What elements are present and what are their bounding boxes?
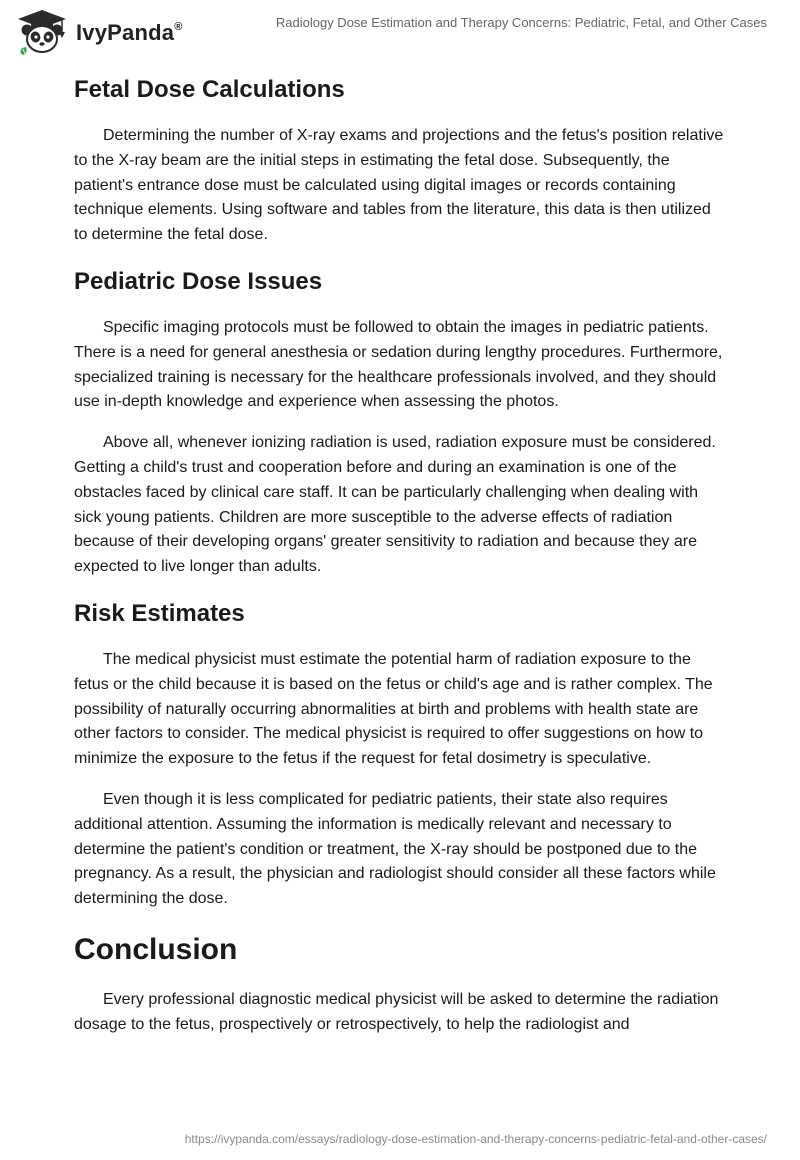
document-title: Radiology Dose Estimation and Therapy Concerns: Pediatric, Fetal, and Other Cases — [275, 15, 767, 30]
ivypanda-logo[interactable] — [14, 8, 183, 56]
page-header — [0, 0, 800, 60]
paragraph: Above all, whenever ionizing radiation is used, radiation exposure must be considered. Getting a child's trust and cooperation before and during an examination is one of the obstacles faced by clinical care staff. It can be particularly challenging when dealing with sick young patients. Children are more susceptible to the adverse effects of radiation because of their developing organs' greater sensitivity to radiation and because they are expected to live longer than adults. — [74, 434, 716, 576]
heading-risk-estimates: Risk Estimates — [74, 599, 245, 627]
paragraph: The medical physicist must estimate the potential harm of radiation exposure to the fetus or the child because it is based on the fetus or child's age and is rather complex. The possibility of naturally occurring abnormalities at birth and problems with health state are other factors to consider. The medical physicist is required to offer suggestions on how to minimize the exposure to the fetus if the request for fetal dosimetry is speculative. — [74, 650, 713, 768]
heading-fetal-dose: Fetal Dose Calculations — [74, 76, 345, 103]
paragraph: Specific imaging protocols must be followed to obtain the images in pediatric patients. There is a need for general anesthesia or sedation during lengthy procedures. Furthermore, specialized training is necessary for the healthcare professionals involved, and they should use in-depth knowledge and experience when assessing the photos. — [74, 318, 723, 411]
source-url[interactable]: https://ivypanda.com/essays/radiology-dose-estimation-and-therapy-concerns-pediatric-fetal-and-other-cases/ — [184, 1132, 767, 1146]
paragraph: Every professional diagnostic medical physicist will be asked to determine the radiation dosage to the fetus, prospectively or retrospectively, to help the radiologist and — [74, 990, 719, 1033]
article-body — [74, 70, 726, 1038]
heading-pediatric-dose: Pediatric Dose Issues — [74, 267, 323, 295]
paragraph: Determining the number of X-ray exams and projections and the fetus's position relative to the X-ray beam are the initial steps in estimating the fetal dose. Subsequently, the patient's entrance dose must be calculated using digital images or records containing technique elements. Using software and tables from the literature, this data is then utilized to determine the fetal dose. — [74, 127, 724, 244]
heading-conclusion: Conclusion — [74, 932, 238, 966]
paragraph: Even though it is less complicated for pediatric patients, their state also requires additional attention. Assuming the information is medically relevant and necessary to determine the patient's condition or treatment, the X-ray should be postponed due to the pregnancy. As a result, the physician and radiologist should consider all these factors while determining the dose. — [74, 790, 716, 908]
panda-graduate-icon — [14, 8, 70, 56]
logo-wordmark: IvyPanda® — [76, 20, 183, 45]
